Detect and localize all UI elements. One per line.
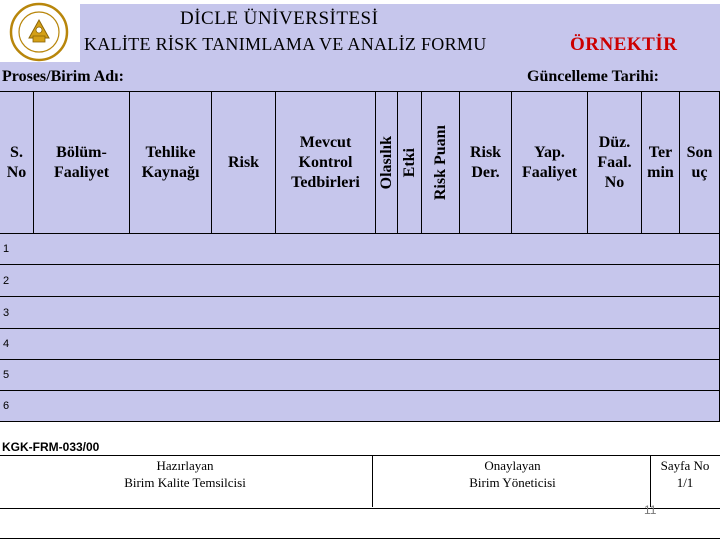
- form-title-name: KALİTE RİSK TANIMLAMA VE ANALİZ FORMU: [84, 34, 487, 54]
- table-row: [0, 360, 720, 391]
- prepared-title: Hazırlayan: [156, 458, 214, 473]
- approved-title: Onaylayan: [484, 458, 541, 473]
- col-header-probability: Olasılık: [376, 92, 398, 234]
- approved-role: Birim Yöneticisi: [469, 475, 556, 490]
- row-number: 3: [3, 306, 10, 319]
- form-code: KGK-FRM-033/00: [2, 440, 100, 454]
- table-row: [0, 234, 720, 265]
- university-seal-icon: [2, 2, 76, 62]
- slide-number: 11: [644, 503, 657, 517]
- sample-watermark: ÖRNEKTİR: [570, 34, 678, 55]
- page-title: Sayfa No: [660, 458, 710, 473]
- prepared-role: Birim Kalite Temsilcisi: [124, 475, 246, 490]
- form-title-university: DİCLE ÜNİVERSİTESİ: [180, 8, 379, 29]
- col-header-score: Risk Puanı: [422, 92, 460, 234]
- col-header-hazard: Tehlike Kaynağı: [130, 92, 212, 234]
- col-header-activity: Bölüm-Faaliyet: [34, 92, 130, 234]
- col-header-impact: Etki: [398, 92, 422, 234]
- blank-row: [0, 509, 720, 539]
- row-number: 2: [3, 274, 10, 287]
- page-value: 1/1: [676, 475, 694, 490]
- row-number: 4: [3, 338, 10, 350]
- table-row: [0, 265, 720, 297]
- col-header-risk: Risk: [212, 92, 276, 234]
- unit-name-label: Proses/Birim Adı:: [2, 68, 124, 85]
- divider: [372, 455, 373, 507]
- prepared-by: [100, 457, 270, 491]
- row-number: 6: [3, 400, 10, 412]
- page-info: [652, 457, 718, 491]
- col-header-level: Risk Der.: [460, 92, 512, 234]
- col-header-result: Son uç: [680, 92, 720, 234]
- row-number: 1: [3, 243, 10, 255]
- col-header-action: Yap. Faaliyet: [512, 92, 588, 234]
- table-row: [0, 297, 720, 329]
- table-row: [0, 391, 720, 422]
- col-header-term: Ter min: [642, 92, 680, 234]
- row-number: 5: [3, 369, 10, 381]
- approved-by: [440, 457, 585, 491]
- col-header-no: S. No: [0, 92, 34, 234]
- col-header-corrective-no: Düz. Faal. No: [588, 92, 642, 234]
- table-row: [0, 329, 720, 360]
- col-header-controls: Mevcut Kontrol Tedbirleri: [276, 92, 376, 234]
- divider: [650, 455, 651, 507]
- update-date-label: Güncelleme Tarihi:: [527, 68, 659, 85]
